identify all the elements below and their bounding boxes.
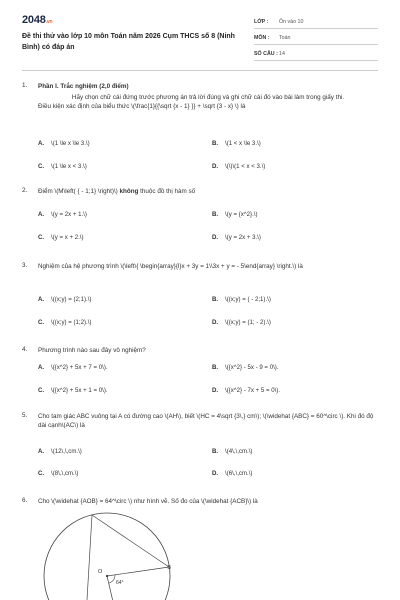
header-divider xyxy=(22,70,378,71)
section-title: Phần I. Trắc nghiệm (2,0 điểm) xyxy=(38,83,129,90)
angle-arc xyxy=(109,575,115,583)
option-5d[interactable]: D. \(6\,\,cm.\) xyxy=(212,470,253,477)
option-5a[interactable]: A. \(12\,\,cm.\) xyxy=(38,448,82,455)
circle-outline xyxy=(44,513,170,600)
option-2c[interactable]: C. \(y = x + 2.\) xyxy=(38,234,84,241)
option-3d[interactable]: D. \((x;y) = (1; - 2).\) xyxy=(212,319,271,326)
option-4b[interactable]: B. \({x^2} - 5x - 9 = 0\). xyxy=(212,364,279,371)
option-4a[interactable]: A. \({x^2} + 5x + 7 = 0\). xyxy=(38,364,108,371)
option-3c[interactable]: C. \((x;y) = (1;2).\) xyxy=(38,319,92,326)
circle-figure xyxy=(30,510,170,600)
chord-ca xyxy=(85,515,92,600)
option-5b[interactable]: B. \(4\,\,cm.\) xyxy=(212,448,253,455)
option-1b[interactable]: B. \(1 < x \le 3.\) xyxy=(212,140,261,147)
chord-cb xyxy=(92,515,169,567)
label-o: O xyxy=(98,569,103,575)
meta-count: SỐ CÂU : 14 xyxy=(254,48,378,61)
exam-page: 2048.vn Đề thi thử vào lớp 10 môn Toán năm 2026 Cụm THCS số 8 (Ninh Bình) có đáp án LỚP : Ôn vào 10 MÔN : Toán SỐ CÂU : 14 1. Phần I. Trắc nghiệm (2,0 điểm) Hãy chọn chữ cái đứng trước phương án trả lời đúng và ghi chữ cái đó vào bài làm trong giấy thi. Điều kiện xác định của biểu thức \(\frac{1}{{\sqrt {x - 1} }} + \sqrt {3 - x} \) là A. \(1 \le x \le 3.\) B. \(1 < x \le 3.\) C. \(1 \le x < 3.\) D. \(\)\(1 < x < 3.\) 2. Điểm \(M\left( { - 1;1} \right)\) không thuộc đồ thị hàm số A. \(y = 2x + 1.\) B. \(y = {x^2}.\) C. \(y = x + 2.\) D. \(y = 2x + 3.\) 3. Nghiệm của hệ phương trình \(\left\{ \begin{array}{l}x + 3y = 1\\3x + y = - 5\end{array} \right.\) là A. \((x;y) = (2;1).\) B. \((x;y) = ( - 2;1).\) C. \((x;y) = (1;2).\) D. \((x;y) = (1; - 2).\) 4. Phương trình nào sau đây vô nghiệm? A. \({x^2} + 5x + 7 = 0\). B. \({x^2} - 5x - 9 = 0\). C. \({x^2} + 5x + 1 = 0\). D. \({x^2} - 7x + 5 = 0\). 5. Cho tam giác ABC vuông tại A có đường cao \(AH\), biết \(HC = 4\sqrt {3\,} cm\); \(\widehat {ABC} = 60^\circ \). Khi đó độ dài cạnh\(AC\) là A. \(12\,\,cm.\) B. \(4\,\,cm.\) C. \(8\,\,cm.\) D. \(6\,\,cm.\) 6. Cho \(\widehat {AOB} = 64^\circ \) như hình vẽ. Số đo của \(\widehat {ACB}\) là O 64° B xyxy=(0,0,400,600)
meta-subject: MÔN : Toán xyxy=(254,32,378,45)
question-stem: Điều kiện xác định của biểu thức \(\frac{1}{{\sqrt {x - 1} }} + \sqrt {3 - x} \) là xyxy=(38,103,246,110)
radius-oa xyxy=(107,576,114,600)
option-5c[interactable]: C. \(8\,\,cm.\) xyxy=(38,470,79,477)
option-4d[interactable]: D. \({x^2} - 7x + 5 = 0\). xyxy=(212,387,281,394)
option-2b[interactable]: B. \(y = {x^2}.\) xyxy=(212,211,258,218)
option-3b[interactable]: B. \((x;y) = ( - 2;1).\) xyxy=(212,296,271,303)
label-b: B xyxy=(167,565,171,571)
question-stem: Cho tam giác ABC vuông tại A có đường cao \(AH\), biết \(HC = 4\sqrt {3\,} cm\); \(\widehat {ABC} = 60^\circ \). Khi đó độ dài cạnh\(AC\) là xyxy=(38,413,374,429)
question-number: 1. xyxy=(22,82,28,89)
label-angle: 64° xyxy=(116,580,124,586)
option-2d[interactable]: D. \(y = 2x + 3.\) xyxy=(212,234,261,241)
exam-title: Đề thi thử vào lớp 10 môn Toán năm 2026 Cụm THCS số 8 (Ninh Bình) có đáp án xyxy=(22,33,235,51)
option-2a[interactable]: A. \(y = 2x + 1.\) xyxy=(38,211,87,218)
meta-class: LỚP : Ôn vào 10 xyxy=(254,16,378,29)
question-stem: Cho \(\widehat {AOB} = 64^\circ \) như hình vẽ. Số đo của \(\widehat {ACB}\) là xyxy=(38,498,258,505)
option-1a[interactable]: A. \(1 \le x \le 3.\) xyxy=(38,140,90,147)
exam-meta xyxy=(254,16,378,64)
radius-ob xyxy=(107,567,169,576)
option-4c[interactable]: C. \({x^2} + 5x + 1 = 0\). xyxy=(38,387,108,394)
question-stem: Phương trình nào sau đây vô nghiệm? xyxy=(38,347,146,354)
option-1d[interactable]: D. \(\)\(1 < x < 3.\) xyxy=(212,163,266,170)
question-stem: Điểm \(M\left( { - 1;1} \right)\) không thuộc đồ thị hàm số xyxy=(38,188,196,195)
option-1c[interactable]: C. \(1 \le x < 3.\) xyxy=(38,163,87,170)
section-instruction: Hãy chọn chữ cái đứng trước phương án trả lời đúng và ghi chữ cái đó vào bài làm trong giấy thi. xyxy=(71,94,345,101)
center-point xyxy=(106,575,108,577)
question-stem: Nghiệm của hệ phương trình \(\left\{ \begin{array}{l}x + 3y = 1\\3x + y = - 5\end{array} \right.\) là xyxy=(38,263,303,270)
option-3a[interactable]: A. \((x;y) = (2;1).\) xyxy=(38,296,92,303)
site-logo[interactable]: 2048.vn xyxy=(22,14,53,26)
